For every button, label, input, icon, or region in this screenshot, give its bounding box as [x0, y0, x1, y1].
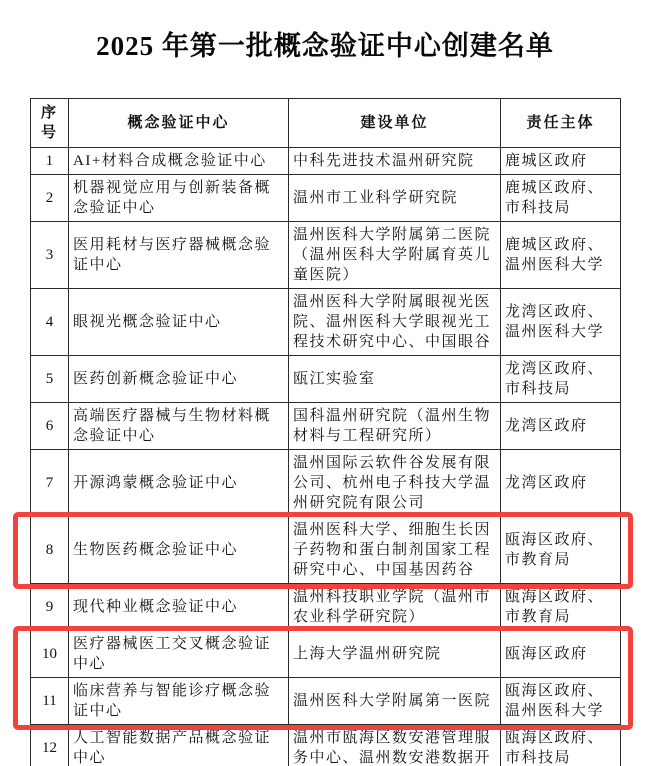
cell-center: 医药创新概念验证中心: [69, 356, 289, 403]
table-row: [31, 631, 621, 678]
cell-builder: 上海大学温州研究院: [289, 631, 501, 678]
cell-builder: 中科先进技术温州研究院: [289, 148, 501, 175]
cell-center: 人工智能数据产品概念验证中心: [69, 725, 289, 766]
cell-owner: 瓯海区政府、市教育局: [501, 517, 621, 584]
cell-no: 2: [31, 175, 69, 222]
cell-builder: 温州医科大学附属第一医院: [289, 678, 501, 725]
cell-owner: 瓯海区政府、市科技局: [501, 725, 621, 766]
cell-owner: 鹿城区政府: [501, 148, 621, 175]
table-row: [31, 450, 621, 517]
cell-builder: 温州市工业科学研究院: [289, 175, 501, 222]
cell-no: 8: [31, 517, 69, 584]
cell-no: 9: [31, 584, 69, 631]
cell-center: 医疗器械医工交叉概念验证中心: [69, 631, 289, 678]
cell-builder: 瓯江实验室: [289, 356, 501, 403]
table-row: [31, 148, 621, 175]
cell-owner: 鹿城区政府、温州医科大学: [501, 222, 621, 289]
cell-owner: 龙湾区政府: [501, 403, 621, 450]
cell-owner: 瓯海区政府: [501, 631, 621, 678]
cell-no: 5: [31, 356, 69, 403]
cell-no: 11: [31, 678, 69, 725]
table-row: [31, 356, 621, 403]
table-row: [31, 517, 621, 584]
header-no: 序号: [31, 99, 69, 148]
header-owner: 责任主体: [501, 99, 621, 148]
cell-center: 现代种业概念验证中心: [69, 584, 289, 631]
page-title: 2025 年第一批概念验证中心创建名单: [96, 31, 554, 61]
header-center: 概念验证中心: [69, 99, 289, 148]
cell-center: 高端医疗器械与生物材料概念验证中心: [69, 403, 289, 450]
cell-no: 3: [31, 222, 69, 289]
cell-builder: 温州国际云软件谷发展有限公司、杭州电子科技大学温州研究院有限公司: [289, 450, 501, 517]
cell-no: 10: [31, 631, 69, 678]
cell-builder: 温州科技职业学院（温州市农业科学研究院）: [289, 584, 501, 631]
cell-owner: 龙湾区政府: [501, 450, 621, 517]
cell-builder: 温州医科大学附属眼视光医院、温州医科大学眼视光工程技术研究中心、中国眼谷: [289, 289, 501, 356]
table-row: [31, 403, 621, 450]
cell-center: AI+材料合成概念验证中心: [69, 148, 289, 175]
table-row: [31, 175, 621, 222]
cell-builder: 国科温州研究院（温州生物材料与工程研究所）: [289, 403, 501, 450]
table-row: [31, 725, 621, 766]
cell-center: 机器视觉应用与创新装备概念验证中心: [69, 175, 289, 222]
table-row: [31, 678, 621, 725]
header-builder: 建设单位: [289, 99, 501, 148]
cell-center: 眼视光概念验证中心: [69, 289, 289, 356]
cell-center: 生物医药概念验证中心: [69, 517, 289, 584]
cell-no: 4: [31, 289, 69, 356]
cell-no: 12: [31, 725, 69, 766]
cell-owner: 瓯海区政府、市教育局: [501, 584, 621, 631]
cell-owner: 龙湾区政府、温州医科大学: [501, 289, 621, 356]
cell-center: 开源鸿蒙概念验证中心: [69, 450, 289, 517]
cell-builder: 温州市瓯海区数安港管理服务中心、温州数安港数据开: [289, 725, 501, 766]
cell-builder: 温州医科大学、细胞生长因子药物和蛋白制剂国家工程研究中心、中国基因药谷: [289, 517, 501, 584]
cell-owner: 瓯海区政府、温州医科大学: [501, 678, 621, 725]
table-row: [31, 584, 621, 631]
table-row: [31, 289, 621, 356]
cell-center: 临床营养与智能诊疗概念验证中心: [69, 678, 289, 725]
cell-no: 6: [31, 403, 69, 450]
cell-owner: 鹿城区政府、市科技局: [501, 175, 621, 222]
cell-builder: 温州医科大学附属第二医院（温州医科大学附属育英儿童医院）: [289, 222, 501, 289]
cell-no: 1: [31, 148, 69, 175]
cell-owner: 龙湾区政府、市科技局: [501, 356, 621, 403]
cell-no: 7: [31, 450, 69, 517]
table-row: [31, 222, 621, 289]
concept-center-table: [30, 98, 621, 766]
table-header-row: [31, 99, 621, 148]
cell-center: 医用耗材与医疗器械概念验证中心: [69, 222, 289, 289]
